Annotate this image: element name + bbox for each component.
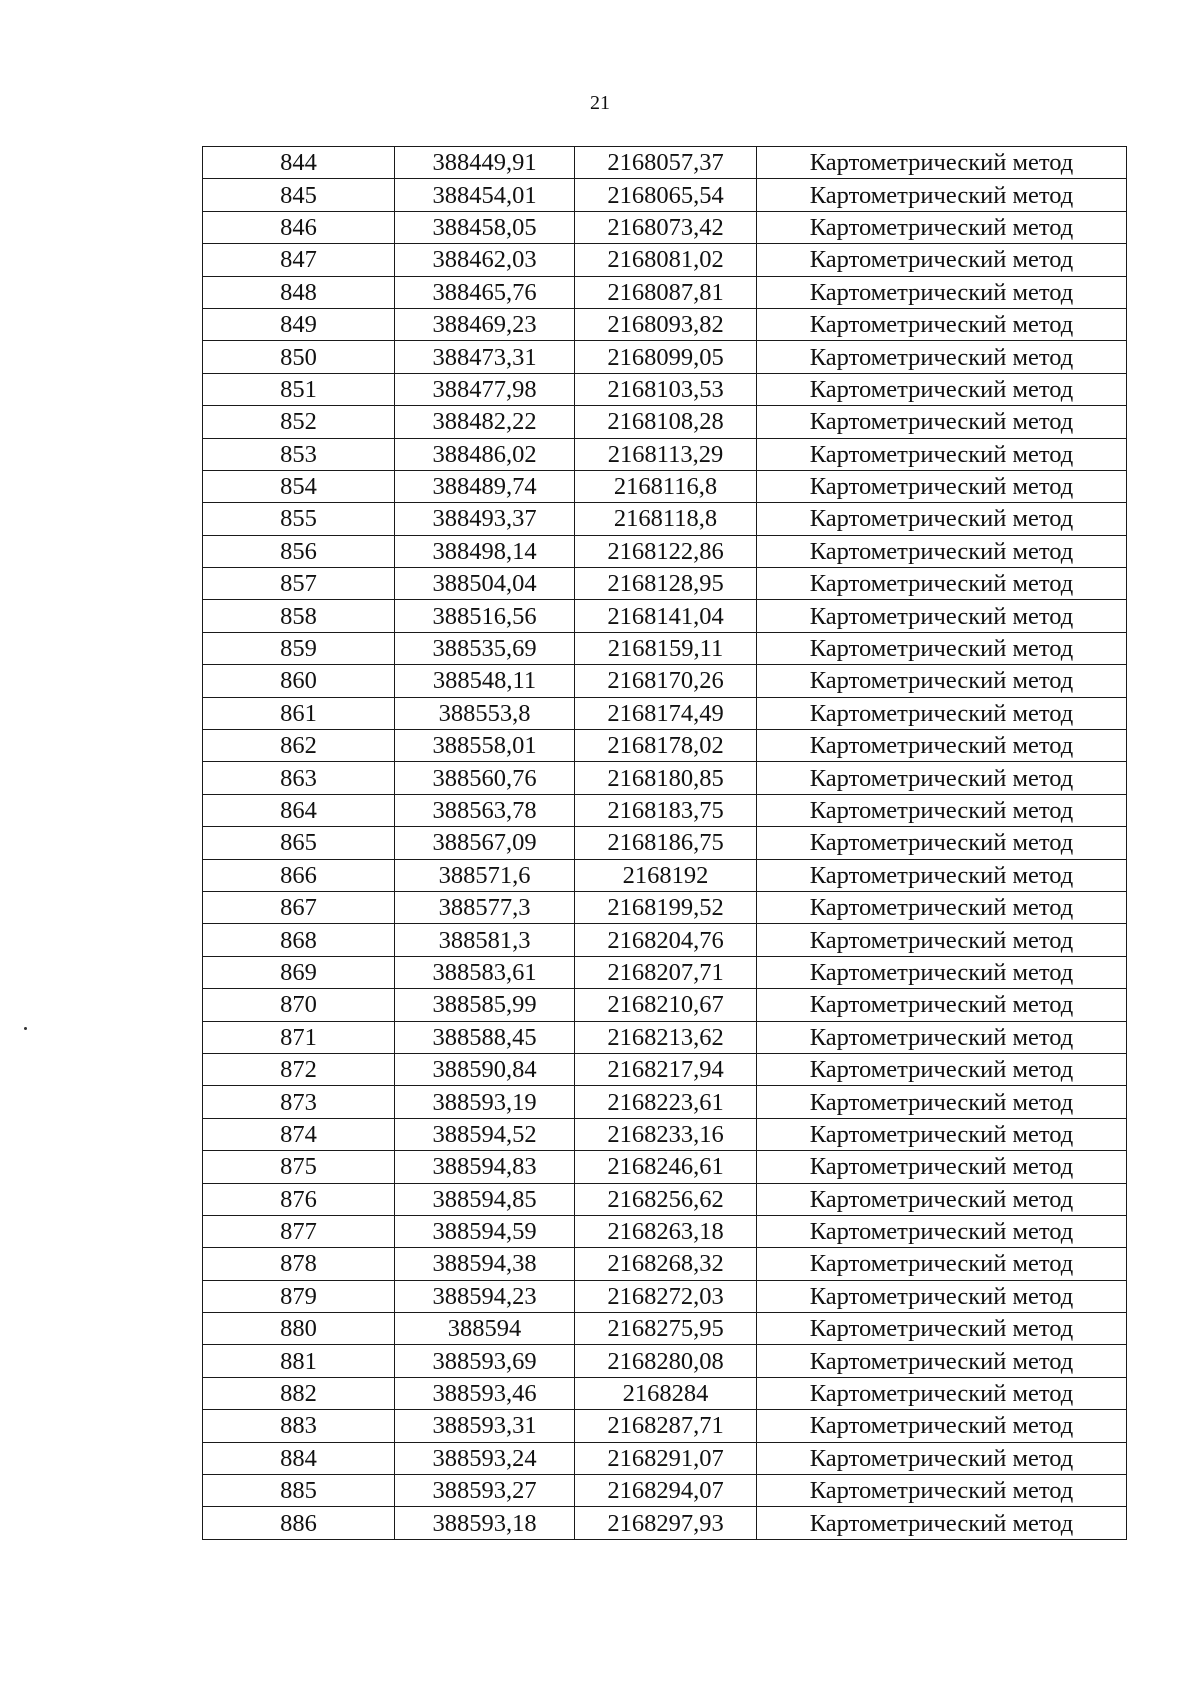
y-coordinate-cell: 2168118,8 <box>575 503 757 535</box>
y-coordinate-cell: 2168108,28 <box>575 406 757 438</box>
y-coordinate-cell: 2168275,95 <box>575 1313 757 1345</box>
x-coordinate-cell: 388462,03 <box>395 244 575 276</box>
point-number-cell: 863 <box>203 762 395 794</box>
x-coordinate-cell: 388486,02 <box>395 438 575 470</box>
method-cell: Картометрический метод <box>757 276 1127 308</box>
x-coordinate-cell: 388482,22 <box>395 406 575 438</box>
table-row <box>203 373 1127 405</box>
y-coordinate-cell: 2168210,67 <box>575 989 757 1021</box>
method-cell: Картометрический метод <box>757 1053 1127 1085</box>
x-coordinate-cell: 388493,37 <box>395 503 575 535</box>
x-coordinate-cell: 388454,01 <box>395 179 575 211</box>
x-coordinate-cell: 388458,05 <box>395 211 575 243</box>
y-coordinate-cell: 2168099,05 <box>575 341 757 373</box>
point-number-cell: 873 <box>203 1086 395 1118</box>
method-cell: Картометрический метод <box>757 308 1127 340</box>
y-coordinate-cell: 2168204,76 <box>575 924 757 956</box>
x-coordinate-cell: 388590,84 <box>395 1053 575 1085</box>
point-number-cell: 885 <box>203 1475 395 1507</box>
point-number-cell: 886 <box>203 1507 395 1539</box>
method-cell: Картометрический метод <box>757 794 1127 826</box>
method-cell: Картометрический метод <box>757 1118 1127 1150</box>
y-coordinate-cell: 2168183,75 <box>575 794 757 826</box>
method-cell: Картометрический метод <box>757 1475 1127 1507</box>
table-row <box>203 503 1127 535</box>
x-coordinate-cell: 388563,78 <box>395 794 575 826</box>
method-cell: Картометрический метод <box>757 568 1127 600</box>
point-number-cell: 856 <box>203 535 395 567</box>
method-cell: Картометрический метод <box>757 1215 1127 1247</box>
method-cell: Картометрический метод <box>757 989 1127 1021</box>
point-number-cell: 882 <box>203 1377 395 1409</box>
table-row <box>203 924 1127 956</box>
y-coordinate-cell: 2168057,37 <box>575 147 757 179</box>
y-coordinate-cell: 2168284 <box>575 1377 757 1409</box>
x-coordinate-cell: 388594,52 <box>395 1118 575 1150</box>
method-cell: Картометрический метод <box>757 1345 1127 1377</box>
method-cell: Картометрический метод <box>757 1280 1127 1312</box>
method-cell: Картометрический метод <box>757 179 1127 211</box>
table-row <box>203 827 1127 859</box>
x-coordinate-cell: 388535,69 <box>395 632 575 664</box>
table-row <box>203 1313 1127 1345</box>
method-cell: Картометрический метод <box>757 632 1127 664</box>
y-coordinate-cell: 2168207,71 <box>575 956 757 988</box>
point-number-cell: 872 <box>203 1053 395 1085</box>
x-coordinate-cell: 388571,6 <box>395 859 575 891</box>
x-coordinate-cell: 388465,76 <box>395 276 575 308</box>
table-row <box>203 1021 1127 1053</box>
table-row <box>203 891 1127 923</box>
method-cell: Картометрический метод <box>757 1507 1127 1539</box>
point-number-cell: 884 <box>203 1442 395 1474</box>
method-cell: Картометрический метод <box>757 211 1127 243</box>
x-coordinate-cell: 388585,99 <box>395 989 575 1021</box>
x-coordinate-cell: 388593,31 <box>395 1410 575 1442</box>
table-row <box>203 211 1127 243</box>
method-cell: Картометрический метод <box>757 438 1127 470</box>
y-coordinate-cell: 2168213,62 <box>575 1021 757 1053</box>
table-row <box>203 276 1127 308</box>
point-number-cell: 857 <box>203 568 395 600</box>
y-coordinate-cell: 2168199,52 <box>575 891 757 923</box>
y-coordinate-cell: 2168170,26 <box>575 665 757 697</box>
y-coordinate-cell: 2168116,8 <box>575 470 757 502</box>
point-number-cell: 852 <box>203 406 395 438</box>
method-cell: Картометрический метод <box>757 730 1127 762</box>
y-coordinate-cell: 2168246,61 <box>575 1151 757 1183</box>
table-row <box>203 406 1127 438</box>
method-cell: Картометрический метод <box>757 244 1127 276</box>
table-row <box>203 859 1127 891</box>
x-coordinate-cell: 388567,09 <box>395 827 575 859</box>
method-cell: Картометрический метод <box>757 1377 1127 1409</box>
method-cell: Картометрический метод <box>757 1151 1127 1183</box>
x-coordinate-cell: 388593,19 <box>395 1086 575 1118</box>
y-coordinate-cell: 2168287,71 <box>575 1410 757 1442</box>
x-coordinate-cell: 388553,8 <box>395 697 575 729</box>
x-coordinate-cell: 388581,3 <box>395 924 575 956</box>
point-number-cell: 853 <box>203 438 395 470</box>
table-row <box>203 1151 1127 1183</box>
point-number-cell: 868 <box>203 924 395 956</box>
table-row <box>203 470 1127 502</box>
y-coordinate-cell: 2168128,95 <box>575 568 757 600</box>
point-number-cell: 860 <box>203 665 395 697</box>
x-coordinate-cell: 388583,61 <box>395 956 575 988</box>
method-cell: Картометрический метод <box>757 1410 1127 1442</box>
y-coordinate-cell: 2168268,32 <box>575 1248 757 1280</box>
y-coordinate-cell: 2168217,94 <box>575 1053 757 1085</box>
coordinates-table <box>202 146 1127 1540</box>
x-coordinate-cell: 388594,38 <box>395 1248 575 1280</box>
x-coordinate-cell: 388548,11 <box>395 665 575 697</box>
point-number-cell: 858 <box>203 600 395 632</box>
table-row <box>203 147 1127 179</box>
point-number-cell: 883 <box>203 1410 395 1442</box>
table-row <box>203 794 1127 826</box>
table-row <box>203 1507 1127 1539</box>
x-coordinate-cell: 388593,69 <box>395 1345 575 1377</box>
method-cell: Картометрический метод <box>757 827 1127 859</box>
y-coordinate-cell: 2168141,04 <box>575 600 757 632</box>
table-row <box>203 1345 1127 1377</box>
method-cell: Картометрический метод <box>757 1442 1127 1474</box>
table-row <box>203 568 1127 600</box>
y-coordinate-cell: 2168192 <box>575 859 757 891</box>
y-coordinate-cell: 2168065,54 <box>575 179 757 211</box>
y-coordinate-cell: 2168280,08 <box>575 1345 757 1377</box>
point-number-cell: 859 <box>203 632 395 664</box>
x-coordinate-cell: 388593,27 <box>395 1475 575 1507</box>
table-row <box>203 308 1127 340</box>
table-row <box>203 1377 1127 1409</box>
table-row <box>203 1248 1127 1280</box>
point-number-cell: 850 <box>203 341 395 373</box>
method-cell: Картометрический метод <box>757 373 1127 405</box>
table-row <box>203 1280 1127 1312</box>
y-coordinate-cell: 2168180,85 <box>575 762 757 794</box>
method-cell: Картометрический метод <box>757 1248 1127 1280</box>
point-number-cell: 879 <box>203 1280 395 1312</box>
table-row <box>203 600 1127 632</box>
y-coordinate-cell: 2168159,11 <box>575 632 757 664</box>
point-number-cell: 855 <box>203 503 395 535</box>
point-number-cell: 880 <box>203 1313 395 1345</box>
table-row <box>203 697 1127 729</box>
x-coordinate-cell: 388473,31 <box>395 341 575 373</box>
method-cell: Картометрический метод <box>757 924 1127 956</box>
x-coordinate-cell: 388593,18 <box>395 1507 575 1539</box>
table-row <box>203 1183 1127 1215</box>
point-number-cell: 861 <box>203 697 395 729</box>
point-number-cell: 870 <box>203 989 395 1021</box>
point-number-cell: 848 <box>203 276 395 308</box>
point-number-cell: 876 <box>203 1183 395 1215</box>
point-number-cell: 867 <box>203 891 395 923</box>
point-number-cell: 877 <box>203 1215 395 1247</box>
method-cell: Картометрический метод <box>757 406 1127 438</box>
point-number-cell: 878 <box>203 1248 395 1280</box>
y-coordinate-cell: 2168093,82 <box>575 308 757 340</box>
method-cell: Картометрический метод <box>757 1313 1127 1345</box>
table-row <box>203 762 1127 794</box>
y-coordinate-cell: 2168178,02 <box>575 730 757 762</box>
table-row <box>203 244 1127 276</box>
method-cell: Картометрический метод <box>757 1021 1127 1053</box>
table-row <box>203 730 1127 762</box>
x-coordinate-cell: 388593,46 <box>395 1377 575 1409</box>
method-cell: Картометрический метод <box>757 503 1127 535</box>
y-coordinate-cell: 2168081,02 <box>575 244 757 276</box>
x-coordinate-cell: 388594,83 <box>395 1151 575 1183</box>
table-row <box>203 632 1127 664</box>
point-number-cell: 847 <box>203 244 395 276</box>
y-coordinate-cell: 2168263,18 <box>575 1215 757 1247</box>
y-coordinate-cell: 2168256,62 <box>575 1183 757 1215</box>
y-coordinate-cell: 2168233,16 <box>575 1118 757 1150</box>
method-cell: Картометрический метод <box>757 762 1127 794</box>
x-coordinate-cell: 388516,56 <box>395 600 575 632</box>
method-cell: Картометрический метод <box>757 697 1127 729</box>
coordinates-table-body <box>203 147 1127 1540</box>
x-coordinate-cell: 388469,23 <box>395 308 575 340</box>
x-coordinate-cell: 388504,04 <box>395 568 575 600</box>
y-coordinate-cell: 2168122,86 <box>575 535 757 567</box>
y-coordinate-cell: 2168294,07 <box>575 1475 757 1507</box>
method-cell: Картометрический метод <box>757 1086 1127 1118</box>
table-row <box>203 1475 1127 1507</box>
x-coordinate-cell: 388489,74 <box>395 470 575 502</box>
y-coordinate-cell: 2168103,53 <box>575 373 757 405</box>
table-row <box>203 341 1127 373</box>
point-number-cell: 844 <box>203 147 395 179</box>
method-cell: Картометрический метод <box>757 600 1127 632</box>
point-number-cell: 862 <box>203 730 395 762</box>
point-number-cell: 846 <box>203 211 395 243</box>
y-coordinate-cell: 2168113,29 <box>575 438 757 470</box>
point-number-cell: 864 <box>203 794 395 826</box>
method-cell: Картометрический метод <box>757 341 1127 373</box>
x-coordinate-cell: 388558,01 <box>395 730 575 762</box>
y-coordinate-cell: 2168073,42 <box>575 211 757 243</box>
x-coordinate-cell: 388498,14 <box>395 535 575 567</box>
method-cell: Картометрический метод <box>757 535 1127 567</box>
point-number-cell: 851 <box>203 373 395 405</box>
table-row <box>203 989 1127 1021</box>
table-row <box>203 1118 1127 1150</box>
y-coordinate-cell: 2168223,61 <box>575 1086 757 1118</box>
y-coordinate-cell: 2168087,81 <box>575 276 757 308</box>
x-coordinate-cell: 388449,91 <box>395 147 575 179</box>
x-coordinate-cell: 388594,59 <box>395 1215 575 1247</box>
y-coordinate-cell: 2168174,49 <box>575 697 757 729</box>
method-cell: Картометрический метод <box>757 147 1127 179</box>
table-row <box>203 665 1127 697</box>
y-coordinate-cell: 2168291,07 <box>575 1442 757 1474</box>
point-number-cell: 875 <box>203 1151 395 1183</box>
point-number-cell: 869 <box>203 956 395 988</box>
scan-speck <box>24 1027 27 1030</box>
x-coordinate-cell: 388593,24 <box>395 1442 575 1474</box>
point-number-cell: 845 <box>203 179 395 211</box>
x-coordinate-cell: 388560,76 <box>395 762 575 794</box>
point-number-cell: 871 <box>203 1021 395 1053</box>
method-cell: Картометрический метод <box>757 470 1127 502</box>
x-coordinate-cell: 388477,98 <box>395 373 575 405</box>
method-cell: Картометрический метод <box>757 891 1127 923</box>
point-number-cell: 881 <box>203 1345 395 1377</box>
x-coordinate-cell: 388594 <box>395 1313 575 1345</box>
point-number-cell: 854 <box>203 470 395 502</box>
table-row <box>203 956 1127 988</box>
point-number-cell: 849 <box>203 308 395 340</box>
table-row <box>203 1053 1127 1085</box>
table-row <box>203 438 1127 470</box>
point-number-cell: 865 <box>203 827 395 859</box>
method-cell: Картометрический метод <box>757 956 1127 988</box>
method-cell: Картометрический метод <box>757 1183 1127 1215</box>
table-row <box>203 1215 1127 1247</box>
x-coordinate-cell: 388588,45 <box>395 1021 575 1053</box>
table-row <box>203 1442 1127 1474</box>
table-row <box>203 179 1127 211</box>
y-coordinate-cell: 2168297,93 <box>575 1507 757 1539</box>
table-row <box>203 1086 1127 1118</box>
table-row <box>203 535 1127 567</box>
y-coordinate-cell: 2168186,75 <box>575 827 757 859</box>
page-number: 21 <box>590 92 610 114</box>
method-cell: Картометрический метод <box>757 859 1127 891</box>
table-row <box>203 1410 1127 1442</box>
x-coordinate-cell: 388594,85 <box>395 1183 575 1215</box>
method-cell: Картометрический метод <box>757 665 1127 697</box>
x-coordinate-cell: 388577,3 <box>395 891 575 923</box>
x-coordinate-cell: 388594,23 <box>395 1280 575 1312</box>
point-number-cell: 866 <box>203 859 395 891</box>
y-coordinate-cell: 2168272,03 <box>575 1280 757 1312</box>
point-number-cell: 874 <box>203 1118 395 1150</box>
